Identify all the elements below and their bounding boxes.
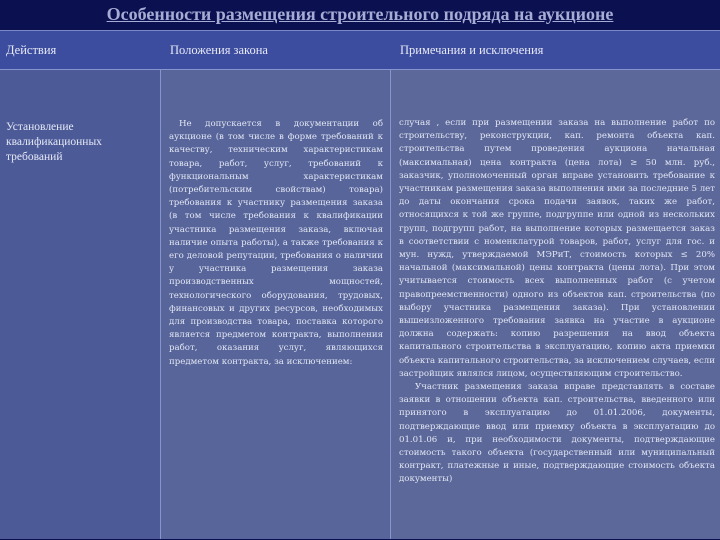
table-row xyxy=(0,70,720,539)
law-text: Не допускается в документации об аукционе (в том числе в форме требований к качеству, техническим характеристикам товара, работ, услуг, требований к функциональным характеристикам (потребительским свойствам) товара) требования к участнику размещения заказа (в том числе требования к квалификации участника размещения заказа, включая наличие опыта работы), а также требования к его деловой репутации, требования о наличии у участника размещения заказа производственных мощностей, технологического оборудования, трудовых, финансовых и других ресурсов, необходимых для производства товара, поставка которого является предметом контракта, выполнения работ, оказания услуг, являющихся предметом контракта, за исключением: xyxy=(169,119,383,367)
notes-paragraph-1: случая , если при размещении заказа на выполнение работ по строительству, реконструкции, кап. ремонта объекта кап. строительства путем проведения аукциона начальная (максимальная) цена контракта (цена лота) ≥ 50 млн. руб., заказчик, уполномоченный орган вправе установить требование к участникам размещения заказа выполнения ими за последние 5 лет до даты окончания срока подачи заявок, таких же работ, относящихся к той же группе, подгруппе или одной из нескольких групп, подгрупп работ, на выполнение которых размещается заказ в соответствии с номенклатурой товаров, работ, услуг для гос. и мун. нужд, утверждаемой МЭРиТ, стоимость которых ≤ 20% начальной (максимальной) цены контракта (цены лота). При этом учитывается стоимость всех выполненных работ (с учетом правопреемственности) одного из объектов кап. строительства (по выбору участника размещения заказа). При установлении вышеизложенного требования заявка на участие в аукционе должна содержать: копию разрешения на ввод объекта капитального строительства в эксплуатацию, копию акта приемки объекта капитального строительства, за исключением случаев, если застройщик являлся лицом, осуществляющим строительство. xyxy=(399,118,715,379)
column-header-law: Положения закона xyxy=(170,43,268,57)
notes-paragraph-2: Участник размещения заказа вправе представлять в составе заявки в отношении объекта кап. строительства, введенного или принятого в эксплуатацию до 01.01.2006, документы, подтверждающие ввод или приемку объекта в эксплуатацию до 01.01.06 и, при необходимости документы, подтверждающие стоимость такого объекта (государственный или муниципальный контракт, платежные и иные, подтверждающие стоимость объекта документы) xyxy=(399,382,715,485)
cell-law xyxy=(161,70,391,539)
cell-notes xyxy=(391,70,720,539)
action-text: Установление квалификационных требований xyxy=(6,121,102,163)
requirements-table xyxy=(0,30,720,539)
column-header-actions: Действия xyxy=(6,43,57,57)
table-header xyxy=(0,31,720,70)
page-title: Особенности размещения строительного подряда на аукционе xyxy=(106,4,614,24)
column-header-notes: Примечания и исключения xyxy=(400,43,544,57)
notes-text xyxy=(399,117,715,487)
cell-action xyxy=(0,70,161,539)
